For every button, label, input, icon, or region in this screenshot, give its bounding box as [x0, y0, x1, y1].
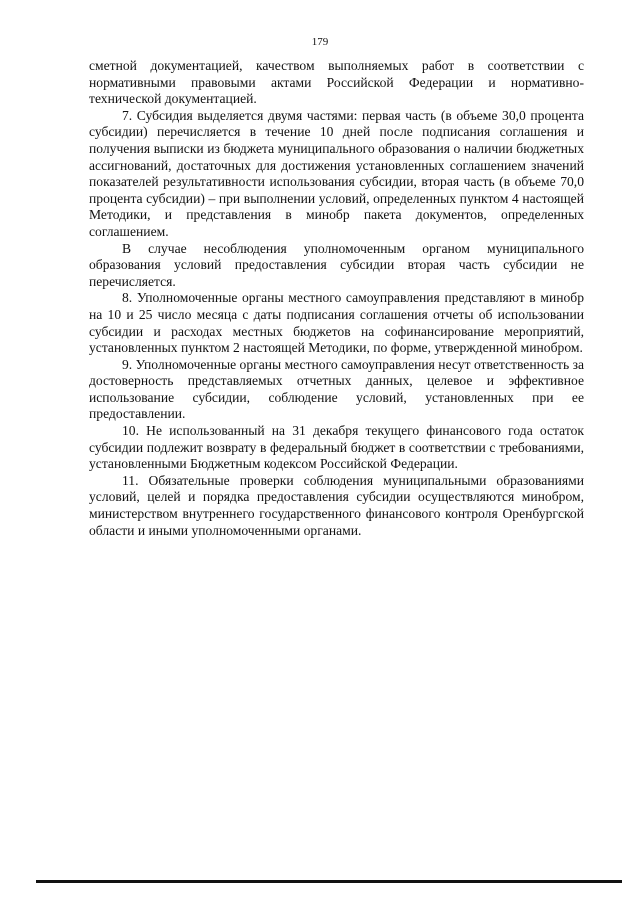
page-bottom-rule	[36, 880, 622, 883]
document-body	[89, 58, 584, 539]
paragraph-9: 9. Уполномоченные органы местного самоуправления несут ответственность за достоверность представляемых отчетных данных, целевое и эффективное использование субсидии, соблюдение условий, установленных при ее предоставлении.	[89, 356, 584, 422]
paragraph-continuation: сметной документацией, качеством выполняемых работ в соответствии с нормативными правовыми актами Российской Федерации и нормативно-технической документацией.	[89, 58, 584, 107]
paragraph-10: 10. Не использованный на 31 декабря текущего финансового года остаток субсидии подлежит возврату в федеральный бюджет в соответствии с требованиями, установленными Бюджетным кодексом Российской Федерации.	[89, 423, 584, 472]
page-number: 179	[311, 36, 329, 48]
paragraph-8: 8. Уполномоченные органы местного самоуправления представляют в минобр на 10 и 25 число месяца с даты подписания соглашения отчеты об использовании субсидии и расходах местных бюджетов на софинансирование мероприятий, установленных пунктом 2 настоящей Методики, по форме, утвержденной минобром.	[89, 290, 584, 356]
paragraph-7-note: В случае несоблюдения уполномоченным органом муниципального образования условий предоставления субсидии вторая часть субсидии не перечисляется.	[89, 240, 584, 289]
paragraph-11: 11. Обязательные проверки соблюдения муниципальными образованиями условий, целей и порядка предоставления субсидии осуществляются минобром, министерством внутреннего государственного финансового контроля Оренбургской области и иными уполномоченными органами.	[89, 472, 584, 538]
paragraph-7: 7. Субсидия выделяется двумя частями: первая часть (в объеме 30,0 процента субсидии) перечисляется в течение 10 дней после подписания соглашения и получения выписки из бюджета муниципального образования о наличии бюджетных ассигнований, достаточных для достижения установленных соглашением значений показателей результативности использования субсидии, вторая часть (в объеме 70,0 процента субсидии) – при выполнении условий, определенных пунктом 4 настоящей Методики, и представления в минобр пакета документов, определенных соглашением.	[89, 107, 584, 239]
